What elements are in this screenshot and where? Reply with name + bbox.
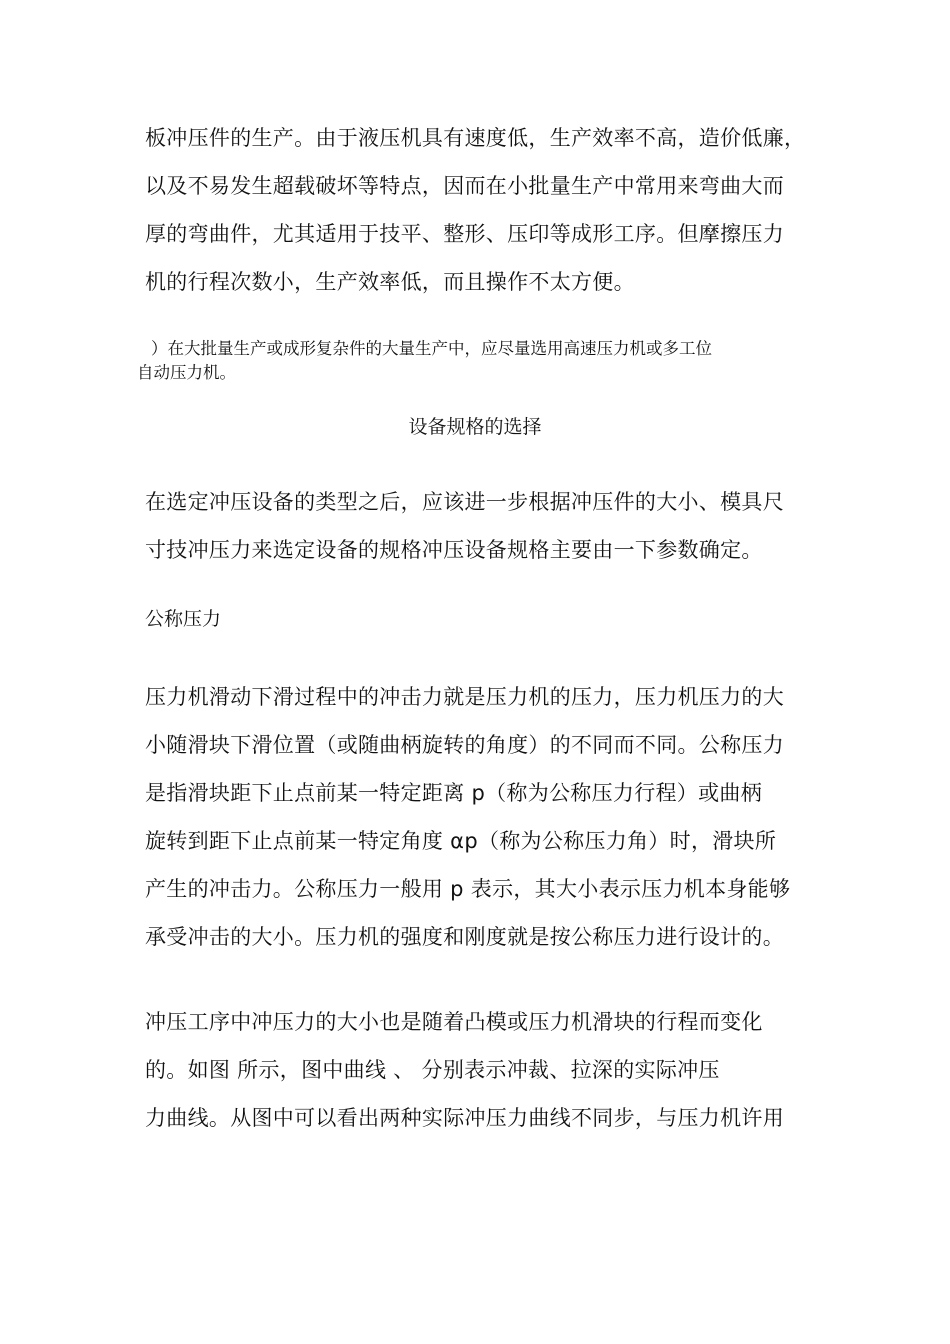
paragraph-line: 承受冲击的大小。压力机的强度和刚度就是按公称压力进行设计的。: [145, 925, 784, 949]
note-line: ）在大批量生产或成形复杂件的大量生产中，应尽量选用高速压力机或多工位: [151, 339, 712, 358]
paragraph-nominal-pressure: [145, 673, 810, 961]
paragraph-line: 是指滑块距下止点前某一特定距离 p（称为公称压力行程）或曲柄: [145, 781, 763, 805]
paragraph-line: 冲压工序中冲压力的大小也是随着凸模或压力机滑块的行程而变化: [145, 1010, 763, 1034]
paragraph-line: 机的行程次数小，生产效率低，而且操作不太方便。: [145, 270, 635, 294]
paragraph-line: 产生的冲击力。公称压力一般用 p 表示，其大小表示压力机本身能够: [145, 877, 791, 901]
paragraph-line: 以及不易发生超载破坏等特点，因而在小批量生产中常用来弯曲大而: [145, 174, 784, 198]
paragraph-line: 小随滑块下滑位置（或随曲柄旋转的角度）的不同而不同。公称压力: [145, 733, 784, 757]
subheading-nominal-pressure: 公称压力: [145, 608, 222, 630]
paragraph-line: 厚的弯曲件，尤其适用于技平、整形、压印等成形工序。但摩擦压力: [145, 222, 784, 246]
paragraph-equipment-spec: [145, 478, 810, 574]
paragraph-line: 压力机滑动下滑过程中的冲击力就是压力机的压力，压力机压力的大: [145, 685, 784, 709]
paragraph-pressure-curve: [145, 998, 810, 1142]
paragraph-line: 旋转到距下止点前某一特定角度 αp（称为公称压力角）时，滑块所: [145, 829, 777, 853]
paragraph-line: 在选定冲压设备的类型之后，应该进一步根据冲压件的大小、模具尺: [145, 490, 784, 514]
paragraph-line: 力曲线。从图中可以看出两种实际冲压力曲线不同步，与压力机许用: [145, 1106, 784, 1130]
paragraph-hydraulic-press: [145, 114, 810, 306]
paragraph-line: 板冲压件的生产。由于液压机具有速度低，生产效率不高，造价低廉，: [145, 126, 806, 150]
note-high-speed-press: [137, 337, 817, 385]
note-line: 自动压力机。: [137, 363, 236, 382]
section-heading: 设备规格的选择: [408, 416, 542, 438]
paragraph-line: 寸技冲压力来选定设备的规格冲压设备规格主要由一下参数确定。: [145, 538, 763, 562]
paragraph-line: 的。如图 所示，图中曲线 、 分别表示冲裁、拉深的实际冲压: [145, 1058, 720, 1082]
